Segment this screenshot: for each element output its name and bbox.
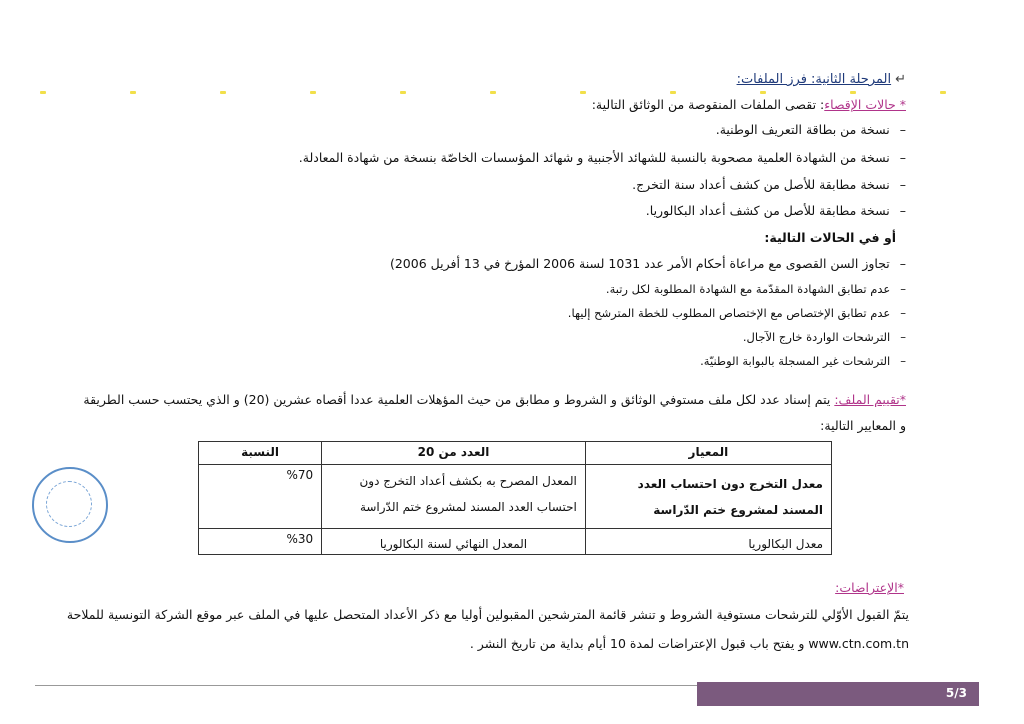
objections-line2: www.ctn.com.tn و يفتح باب قبول الإعتراضات لمدة 10 أيام بداية من تاريخ النشر . xyxy=(469,636,909,651)
dash-bullet: – xyxy=(899,122,906,137)
stage-title xyxy=(737,72,906,87)
footer-bar xyxy=(697,682,979,706)
score-text: المعدل المصرح به بكشف أعداد التخرج دون احتساب العدد المسند لمشروع ختم الدّراسة xyxy=(359,474,577,514)
stage-title-text: المرحلة الثانية: فرز الملفات: xyxy=(736,72,892,87)
objections-label-text: *الإعتراضات: xyxy=(835,580,904,595)
other-cases-title: أو في الحالات التالية: xyxy=(764,230,896,245)
exclusion-intro xyxy=(592,97,906,112)
evaluation-paragraph-line2: و المعايير التالية: xyxy=(820,418,906,433)
evaluation-paragraph-line1 xyxy=(83,392,906,407)
dash-bullet: – xyxy=(900,330,906,344)
exclusion-label: * حالات الإقصاء xyxy=(824,97,906,112)
other-case-text: عدم تطابق الشهادة المقدّمة مع الشهادة المطلوبة لكل رتبة. xyxy=(605,282,891,296)
table-header-ratio: النسبة xyxy=(199,442,322,465)
objections-label xyxy=(835,580,904,595)
dash-bullet: – xyxy=(899,256,906,271)
dash-bullet: – xyxy=(899,177,906,192)
evaluation-text: يتم إسناد عدد لكل ملف مستوفي الوثائق و الشروط و مطابق من حيث المؤهلات العلمية عددا أقصاه عشرين (20) و الذي يحتسب حسب الطريقة xyxy=(83,392,835,407)
exclusion-intro-text: : تقصى الملفات المنقوصة من الوثائق التالية: xyxy=(591,97,825,112)
missing-doc-item xyxy=(646,203,906,218)
missing-doc-item xyxy=(632,177,906,192)
missing-doc-text: نسخة من بطاقة التعريف الوطنية. xyxy=(715,122,890,137)
table-row xyxy=(199,465,832,529)
evaluation-label: *تقييم الملف: xyxy=(834,392,906,407)
table-cell-criterion: معدل التخرج دون احتساب العدد المسند لمشروع ختم الدّراسة xyxy=(585,465,831,529)
dash-bullet: – xyxy=(900,354,906,368)
dash-bullet: – xyxy=(899,203,906,218)
table-header-row xyxy=(199,442,832,465)
missing-doc-item xyxy=(299,150,906,165)
other-case-item xyxy=(700,354,906,368)
decorative-dotted-line xyxy=(40,91,984,95)
stamp-inner-ring xyxy=(46,481,92,527)
table-cell-score xyxy=(322,465,586,529)
dash-bullet: – xyxy=(900,306,906,320)
table-header-criterion: المعيار xyxy=(585,442,831,465)
missing-doc-text: نسخة مطابقة للأصل من كشف أعداد البكالوريا. xyxy=(645,203,890,218)
objections-line1: يتمّ القبول الأوّلي للترشحات مستوفية الشروط و تنشر قائمة المترشحين المقبولين أوليا مع ذكر الأعداد المتحصل عليها في الملف عبر موقع الشركة التونسية للملاحة xyxy=(66,607,909,622)
dash-bullet: – xyxy=(899,150,906,165)
table-cell-score: المعدل النهائي لسنة البكالوريا xyxy=(322,529,586,555)
missing-doc-text: نسخة مطابقة للأصل من كشف أعداد سنة التخرج. xyxy=(632,177,890,192)
table-row xyxy=(199,529,832,555)
dash-bullet: – xyxy=(900,282,906,296)
table-cell-ratio: %30 xyxy=(199,529,322,555)
page-number: 5/3 xyxy=(945,686,967,700)
missing-doc-text: نسخة من الشهادة العلمية مصحوبة بالنسبة للشهائد الأجنبية و شهائد المؤسسات الخاصّة بنسخة من شهادة المعادلة. xyxy=(298,150,890,165)
table-header-score: العدد من 20 xyxy=(322,442,586,465)
criteria-table xyxy=(198,441,832,555)
other-case-text: الترشحات الواردة خارج الآجال. xyxy=(742,330,891,344)
official-stamp xyxy=(32,467,108,543)
missing-doc-item xyxy=(716,122,906,137)
other-case-item xyxy=(606,282,906,296)
other-case-text: الترشحات غير المسجلة بالبوابة الوطنيّة. xyxy=(700,354,891,368)
other-case-item xyxy=(390,256,906,271)
other-case-item xyxy=(743,330,906,344)
other-case-item xyxy=(568,306,906,320)
arrow-icon: ↵ xyxy=(895,72,906,87)
table-cell-criterion: معدل البكالوريا xyxy=(585,529,831,555)
table-cell-ratio: %70 xyxy=(199,465,322,529)
other-case-text: تجاوز السن القصوى مع مراعاة أحكام الأمر عدد 1031 لسنة 2006 المؤرخ في 13 أفريل 2006) xyxy=(389,256,890,271)
other-case-text: عدم تطابق الإختصاص مع الإختصاص المطلوب للخطة المترشح إليها. xyxy=(567,306,891,320)
